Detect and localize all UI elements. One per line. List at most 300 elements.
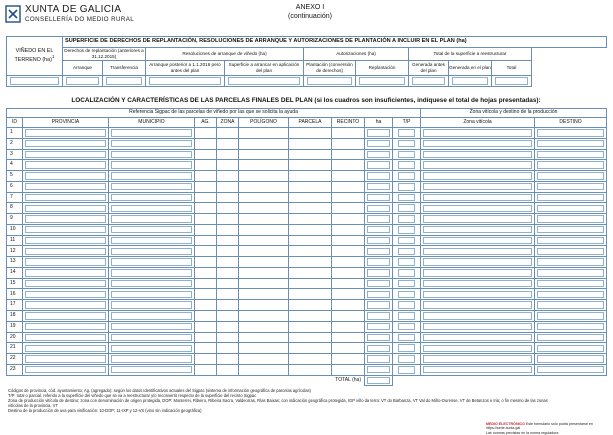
ha-field[interactable]	[365, 364, 393, 375]
total-field[interactable]	[492, 76, 532, 87]
ha-field[interactable]	[365, 332, 393, 343]
destino-field[interactable]	[535, 300, 607, 311]
destino-field[interactable]	[535, 138, 607, 149]
ag-field[interactable]	[195, 235, 217, 246]
annex-title-block	[270, 3, 350, 21]
recinto-field[interactable]	[332, 300, 365, 311]
provincia-field[interactable]	[23, 235, 109, 246]
parcela-field[interactable]	[289, 354, 332, 365]
vineyard-label: VIÑEDO EN EL TERRENO (ha)	[14, 47, 54, 63]
provincia-field[interactable]	[23, 343, 109, 354]
parcela-field[interactable]	[289, 181, 332, 192]
parcela-field[interactable]	[289, 321, 332, 332]
destino-field[interactable]	[535, 311, 607, 322]
parcela-field[interactable]	[289, 214, 332, 225]
recinto-field[interactable]	[332, 160, 365, 171]
destino-field[interactable]	[535, 364, 607, 375]
provincia-field[interactable]	[23, 203, 109, 214]
zona-viticola-field[interactable]	[421, 332, 535, 343]
recinto-field[interactable]	[332, 321, 365, 332]
superficie-arrancar-field[interactable]	[225, 76, 304, 87]
row-id: 1	[7, 128, 23, 139]
zona-field[interactable]	[217, 332, 239, 343]
zona-field[interactable]	[217, 160, 239, 171]
destino-field[interactable]	[535, 278, 607, 289]
col-generada-en: Generada en el plan	[449, 61, 492, 76]
ag-field[interactable]	[195, 192, 217, 203]
replantacion-field[interactable]	[356, 76, 409, 87]
plantacion-field[interactable]	[304, 76, 356, 87]
parcela-field[interactable]	[289, 257, 332, 268]
zona-viticola-field[interactable]	[421, 246, 535, 257]
tp-field[interactable]	[393, 214, 421, 225]
recinto-field[interactable]	[332, 128, 365, 139]
ag-field[interactable]	[195, 278, 217, 289]
zona-field[interactable]	[217, 138, 239, 149]
row-id: 20	[7, 332, 23, 343]
recinto-field[interactable]	[332, 311, 365, 322]
zona-viticola-field[interactable]	[421, 149, 535, 160]
zona-viticola-field[interactable]	[421, 354, 535, 365]
parcela-field[interactable]	[289, 224, 332, 235]
zona-field[interactable]	[217, 203, 239, 214]
ha-field[interactable]	[365, 321, 393, 332]
zona-field[interactable]	[217, 192, 239, 203]
zona-viticola-field[interactable]	[421, 278, 535, 289]
provincia-field[interactable]	[23, 181, 109, 192]
destino-field[interactable]	[535, 246, 607, 257]
tp-field[interactable]	[393, 203, 421, 214]
provincia-field[interactable]	[23, 257, 109, 268]
table-row	[7, 257, 607, 268]
zona-viticola-field[interactable]	[421, 235, 535, 246]
zona-field[interactable]	[217, 354, 239, 365]
municipio-field[interactable]	[109, 278, 195, 289]
parcela-field[interactable]	[289, 138, 332, 149]
municipio-field[interactable]	[109, 246, 195, 257]
recinto-field[interactable]	[332, 149, 365, 160]
arranque-posterior-field[interactable]	[146, 76, 225, 87]
ag-field[interactable]	[195, 246, 217, 257]
provincia-field[interactable]	[23, 321, 109, 332]
parcela-field[interactable]	[289, 160, 332, 171]
tp-field[interactable]	[393, 235, 421, 246]
tp-field[interactable]	[393, 354, 421, 365]
parcela-field[interactable]	[289, 311, 332, 322]
zona-viticola-field[interactable]	[421, 343, 535, 354]
municipio-field[interactable]	[109, 149, 195, 160]
ag-field[interactable]	[195, 343, 217, 354]
table-row	[7, 149, 607, 160]
poligono-field[interactable]	[239, 267, 289, 278]
poligono-field[interactable]	[239, 343, 289, 354]
ha-field[interactable]	[365, 203, 393, 214]
parcela-field[interactable]	[289, 300, 332, 311]
provincia-field[interactable]	[23, 192, 109, 203]
recinto-field[interactable]	[332, 364, 365, 375]
tp-field[interactable]	[393, 278, 421, 289]
zona-viticola-field[interactable]	[421, 192, 535, 203]
row-id: 3	[7, 149, 23, 160]
provincia-field[interactable]	[23, 149, 109, 160]
provincia-field[interactable]	[23, 214, 109, 225]
recinto-field[interactable]	[332, 278, 365, 289]
ag-field[interactable]	[195, 332, 217, 343]
tp-field[interactable]	[393, 289, 421, 300]
recinto-field[interactable]	[332, 354, 365, 365]
zona-viticola-field[interactable]	[421, 128, 535, 139]
ha-field[interactable]	[365, 354, 393, 365]
electronic-stamp	[486, 422, 608, 435]
sigpac-group-header: Referencia Sigpac de las parcelas de viñedo por las que se solicita la ayuda	[7, 109, 421, 118]
destino-field[interactable]	[535, 224, 607, 235]
zona-field[interactable]	[217, 235, 239, 246]
org-name: XUNTA DE GALICIA	[25, 4, 122, 15]
tp-field[interactable]	[393, 246, 421, 257]
provincia-field[interactable]	[23, 289, 109, 300]
ag-field[interactable]	[195, 128, 217, 139]
provincia-field[interactable]	[23, 278, 109, 289]
municipio-field[interactable]	[109, 235, 195, 246]
recinto-field[interactable]	[332, 332, 365, 343]
zona-field[interactable]	[217, 364, 239, 375]
provincia-field[interactable]	[23, 332, 109, 343]
poligono-field[interactable]	[239, 246, 289, 257]
zona-field[interactable]	[217, 149, 239, 160]
ha-field[interactable]	[365, 138, 393, 149]
poligono-field[interactable]	[239, 257, 289, 268]
tp-field[interactable]	[393, 171, 421, 182]
destino-field[interactable]	[535, 354, 607, 365]
parcela-field[interactable]	[289, 203, 332, 214]
recinto-field[interactable]	[332, 289, 365, 300]
poligono-field[interactable]	[239, 203, 289, 214]
provincia-field[interactable]	[23, 224, 109, 235]
poligono-field[interactable]	[239, 354, 289, 365]
destino-field[interactable]	[535, 257, 607, 268]
recinto-field[interactable]	[332, 138, 365, 149]
zona-viticola-field[interactable]	[421, 257, 535, 268]
municipio-field[interactable]	[109, 289, 195, 300]
municipio-field[interactable]	[109, 364, 195, 375]
row-id: 17	[7, 300, 23, 311]
poligono-field[interactable]	[239, 192, 289, 203]
municipio-field[interactable]	[109, 300, 195, 311]
row-id: 7	[7, 192, 23, 203]
recinto-field[interactable]	[332, 224, 365, 235]
generada-antes-field[interactable]	[409, 76, 449, 87]
provincia-field[interactable]	[23, 364, 109, 375]
zona-field[interactable]	[217, 224, 239, 235]
recinto-field[interactable]	[332, 203, 365, 214]
recinto-field[interactable]	[332, 214, 365, 225]
ha-field[interactable]	[365, 257, 393, 268]
zona-field[interactable]	[217, 321, 239, 332]
col-plantacion: Plantación (conversión de derechos)	[304, 61, 356, 76]
parcela-field[interactable]	[289, 278, 332, 289]
poligono-field[interactable]	[239, 149, 289, 160]
table-row	[7, 289, 607, 300]
vineyard-label-sup: 1	[51, 54, 55, 60]
municipio-field[interactable]	[109, 267, 195, 278]
poligono-field[interactable]	[239, 171, 289, 182]
xunta-logo-icon	[5, 5, 21, 23]
parcela-field[interactable]	[289, 343, 332, 354]
provincia-field[interactable]	[23, 138, 109, 149]
provincia-field[interactable]	[23, 128, 109, 139]
ha-field[interactable]	[365, 214, 393, 225]
zona-viticola-field[interactable]	[421, 224, 535, 235]
provincia-field[interactable]	[23, 354, 109, 365]
transferencia-field[interactable]	[103, 76, 146, 87]
zona-field[interactable]	[217, 278, 239, 289]
ag-field[interactable]	[195, 311, 217, 322]
municipio-field[interactable]	[109, 354, 195, 365]
recinto-field[interactable]	[332, 181, 365, 192]
municipio-field[interactable]	[109, 224, 195, 235]
ha-field[interactable]	[365, 289, 393, 300]
municipio-field[interactable]	[109, 343, 195, 354]
provincia-field[interactable]	[23, 311, 109, 322]
ha-field[interactable]	[365, 278, 393, 289]
recinto-field[interactable]	[332, 246, 365, 257]
zona-field[interactable]	[217, 214, 239, 225]
ag-field[interactable]	[195, 149, 217, 160]
col-superficie-arrancar: Superficie a arrancar en aplicación del plan	[225, 61, 304, 76]
poligono-field[interactable]	[239, 128, 289, 139]
vineyard-ha-field[interactable]	[7, 76, 63, 87]
destino-field[interactable]	[535, 214, 607, 225]
zona-field[interactable]	[217, 257, 239, 268]
parcela-field[interactable]	[289, 192, 332, 203]
municipio-field[interactable]	[109, 332, 195, 343]
recinto-field[interactable]	[332, 192, 365, 203]
zona-viticola-field[interactable]	[421, 267, 535, 278]
municipio-field[interactable]	[109, 214, 195, 225]
poligono-field[interactable]	[239, 138, 289, 149]
ha-field[interactable]	[365, 160, 393, 171]
provincia-field[interactable]	[23, 246, 109, 257]
municipio-field[interactable]	[109, 128, 195, 139]
destino-field[interactable]	[535, 332, 607, 343]
tp-field[interactable]	[393, 364, 421, 375]
tp-field[interactable]	[393, 128, 421, 139]
ag-field[interactable]	[195, 364, 217, 375]
destino-field[interactable]	[535, 192, 607, 203]
tp-field[interactable]	[393, 149, 421, 160]
destino-field[interactable]	[535, 235, 607, 246]
table-row	[7, 354, 607, 365]
col-tp: T/P	[393, 118, 421, 128]
poligono-field[interactable]	[239, 235, 289, 246]
zona-viticola-field[interactable]	[421, 181, 535, 192]
poligono-field[interactable]	[239, 311, 289, 322]
provincia-field[interactable]	[23, 160, 109, 171]
footnote-4: Destino de la producción de uva para vinificación: 10-DOP; 11-IXP y 12-VS (vino sin indicación geográfica)	[8, 408, 202, 413]
ha-field[interactable]	[365, 224, 393, 235]
row-id: 16	[7, 289, 23, 300]
provincia-field[interactable]	[23, 300, 109, 311]
recinto-field[interactable]	[332, 267, 365, 278]
ag-field[interactable]	[195, 267, 217, 278]
table-row	[7, 214, 607, 225]
poligono-field[interactable]	[239, 224, 289, 235]
ha-field[interactable]	[365, 311, 393, 322]
parcela-field[interactable]	[289, 332, 332, 343]
ha-field[interactable]	[365, 171, 393, 182]
ag-field[interactable]	[195, 160, 217, 171]
ag-field[interactable]	[195, 171, 217, 182]
poligono-field[interactable]	[239, 181, 289, 192]
stamp-text-2: Las normas previstas en la norma reguladora	[486, 430, 559, 435]
tp-field[interactable]	[393, 300, 421, 311]
poligono-field[interactable]	[239, 300, 289, 311]
destino-field[interactable]	[535, 160, 607, 171]
arranque-field[interactable]	[63, 76, 103, 87]
destino-field[interactable]	[535, 267, 607, 278]
ha-field[interactable]	[365, 128, 393, 139]
poligono-field[interactable]	[239, 332, 289, 343]
municipio-field[interactable]	[109, 192, 195, 203]
table-row	[7, 321, 607, 332]
parcela-field[interactable]	[289, 289, 332, 300]
zona-viticola-field[interactable]	[421, 321, 535, 332]
provincia-field[interactable]	[23, 267, 109, 278]
ha-field[interactable]	[365, 192, 393, 203]
destino-field[interactable]	[535, 343, 607, 354]
ha-field[interactable]	[365, 246, 393, 257]
parcela-field[interactable]	[289, 171, 332, 182]
col-transferencia: Transferencia	[103, 61, 146, 76]
recinto-field[interactable]	[332, 171, 365, 182]
poligono-field[interactable]	[239, 364, 289, 375]
tp-field[interactable]	[393, 267, 421, 278]
zona-field[interactable]	[217, 181, 239, 192]
tp-field[interactable]	[393, 311, 421, 322]
ha-field[interactable]	[365, 300, 393, 311]
destino-field[interactable]	[535, 171, 607, 182]
destino-field[interactable]	[535, 128, 607, 139]
tp-field[interactable]	[393, 192, 421, 203]
zona-field[interactable]	[217, 128, 239, 139]
provincia-field[interactable]	[23, 171, 109, 182]
municipio-field[interactable]	[109, 171, 195, 182]
col-provincia: PROVINCIA	[23, 118, 109, 128]
poligono-field[interactable]	[239, 214, 289, 225]
zona-viticola-field[interactable]	[421, 311, 535, 322]
recinto-field[interactable]	[332, 343, 365, 354]
zona-field[interactable]	[217, 289, 239, 300]
tp-field[interactable]	[393, 343, 421, 354]
destino-field[interactable]	[535, 181, 607, 192]
zona-viticola-field[interactable]	[421, 214, 535, 225]
destino-field[interactable]	[535, 321, 607, 332]
parcela-field[interactable]	[289, 267, 332, 278]
municipio-field[interactable]	[109, 311, 195, 322]
tp-field[interactable]	[393, 257, 421, 268]
zona-field[interactable]	[217, 246, 239, 257]
zona-viticola-field[interactable]	[421, 289, 535, 300]
table-row	[7, 224, 607, 235]
ha-field[interactable]	[365, 267, 393, 278]
ha-field[interactable]	[365, 181, 393, 192]
destino-field[interactable]	[535, 289, 607, 300]
generada-en-field[interactable]	[449, 76, 492, 87]
total-ha-field[interactable]	[365, 375, 393, 386]
ha-field[interactable]	[365, 235, 393, 246]
municipio-field[interactable]	[109, 257, 195, 268]
recinto-field[interactable]	[332, 257, 365, 268]
ag-field[interactable]	[195, 138, 217, 149]
table-row	[7, 300, 607, 311]
parcela-field[interactable]	[289, 235, 332, 246]
tp-field[interactable]	[393, 224, 421, 235]
poligono-field[interactable]	[239, 160, 289, 171]
parcela-field[interactable]	[289, 128, 332, 139]
ag-field[interactable]	[195, 257, 217, 268]
zona-viticola-field[interactable]	[421, 364, 535, 375]
zona-viticola-field[interactable]	[421, 203, 535, 214]
recinto-field[interactable]	[332, 235, 365, 246]
poligono-field[interactable]	[239, 278, 289, 289]
zona-viticola-field[interactable]	[421, 138, 535, 149]
parcela-field[interactable]	[289, 149, 332, 160]
tp-field[interactable]	[393, 321, 421, 332]
stamp-label: MEDIO ELECTRÓNICO	[486, 422, 525, 426]
ag-field[interactable]	[195, 203, 217, 214]
zona-field[interactable]	[217, 311, 239, 322]
ag-field[interactable]	[195, 321, 217, 332]
ag-field[interactable]	[195, 300, 217, 311]
ag-field[interactable]	[195, 224, 217, 235]
table-row	[7, 267, 607, 278]
municipio-field[interactable]	[109, 160, 195, 171]
zona-field[interactable]	[217, 343, 239, 354]
destino-field[interactable]	[535, 203, 607, 214]
row-id: 22	[7, 354, 23, 365]
municipio-field[interactable]	[109, 321, 195, 332]
tp-field[interactable]	[393, 181, 421, 192]
zona-viticola-field[interactable]	[421, 300, 535, 311]
col-zona-viticola: Zona vitícola	[421, 118, 535, 128]
group-resoluciones: Resoluciones de arranque de viñedo (ha)	[146, 48, 304, 61]
tp-field[interactable]	[393, 332, 421, 343]
tp-field[interactable]	[393, 160, 421, 171]
destino-field[interactable]	[535, 149, 607, 160]
ag-field[interactable]	[195, 181, 217, 192]
parcela-field[interactable]	[289, 246, 332, 257]
municipio-field[interactable]	[109, 138, 195, 149]
zona-viticola-field[interactable]	[421, 160, 535, 171]
tp-field[interactable]	[393, 138, 421, 149]
municipio-field[interactable]	[109, 181, 195, 192]
row-id: 4	[7, 160, 23, 171]
zona-field[interactable]	[217, 171, 239, 182]
zona-field[interactable]	[217, 300, 239, 311]
poligono-field[interactable]	[239, 289, 289, 300]
zona-viticola-field[interactable]	[421, 171, 535, 182]
municipio-field[interactable]	[109, 203, 195, 214]
ha-field[interactable]	[365, 343, 393, 354]
ag-field[interactable]	[195, 354, 217, 365]
poligono-field[interactable]	[239, 321, 289, 332]
footnote-2: T/P: total o parcial, referido a la superficie del viñedo que se va a reestructurar y/o reconvertir respecto de la superficie del recinto Sigpac	[8, 393, 257, 398]
ha-field[interactable]	[365, 149, 393, 160]
ag-field[interactable]	[195, 214, 217, 225]
ag-field[interactable]	[195, 289, 217, 300]
zona-field[interactable]	[217, 267, 239, 278]
parcela-field[interactable]	[289, 364, 332, 375]
